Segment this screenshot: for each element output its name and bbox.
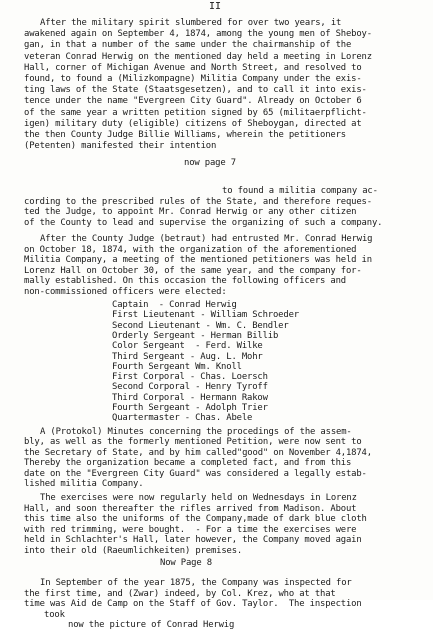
text-line: igen) military duty (eligible) citizens of Sheboygan, directed at <box>24 118 362 129</box>
officer-line: First Lieutenant - William Schroeder <box>112 310 299 321</box>
text-line: gan, in that a number of the same under the chairmanship of the <box>24 40 352 51</box>
text-line: Militia Company, a meeting of the mentioned petitioners was held in <box>24 255 372 266</box>
text-line: time was Aid de Camp on the Staff of Gov. Taylor. The inspection <box>24 599 362 610</box>
text-line: with red trimming, were bought. - For a time the exercises were <box>24 524 357 535</box>
text-line: to found a militia company ac- <box>222 186 378 196</box>
text-line: The exercises were now regularly held on Wednesdays in Lorenz <box>40 493 357 503</box>
officer-line: Captain - Conrad Herwig <box>112 300 237 310</box>
text-line: held in Schlachter's Hall, later however, the Company moved again <box>24 535 362 545</box>
text-line: lished militia Company. <box>24 479 144 489</box>
officer-line: Second Lieutenant - Wm. C. Bendler <box>112 320 289 331</box>
officer-line: Color Sergeant - Ferd. Wilke <box>112 341 263 352</box>
officer-line: Fourth Sergeant Wm. Knoll <box>112 361 242 372</box>
text-line: into their old (Raeumlichkeiten) premises. <box>24 545 243 556</box>
text-line: the then County Judge Billie Williams, wherein the petitioners <box>24 130 346 140</box>
text-line: of the same year a written petition signed by 65 (militaerpflicht- <box>24 107 367 118</box>
text-line: on October 18, 1874, with the organization of the aforementioned <box>24 244 357 255</box>
text-line: bly, as well as the formerly mentioned Petition, were now sent to <box>24 437 362 448</box>
cut-off-line: now the picture of Conrad Herwig <box>68 620 235 630</box>
text-line: date on the "Evergreen City Guard" was considered a legally estab- <box>24 468 367 479</box>
text-line: ted the Judge, to appoint Mr. Conrad Herwig or any other citizen <box>24 207 357 217</box>
text-line: After the County Judge (betraut) had entrusted Mr. Conrad Herwig <box>40 234 373 244</box>
text-line: the first time, and (Zwar) indeed, by Col. Krez, who at that <box>24 588 336 599</box>
officer-line: Third Sergeant - Aug. L. Mohr <box>112 351 263 362</box>
text-line: veteran Conrad Herwig on the mentioned day held a meeting in Lorenz <box>24 51 372 62</box>
text-line: mally established. On this occasion the following officers and <box>24 276 346 287</box>
text-line: In September of the year 1875, the Company was inspected for <box>40 578 352 588</box>
text-line: Thereby the organization became a completed fact, and from this <box>24 458 352 469</box>
text-line: Hall, and soon thereafter the rifles arrived from Madison. About <box>24 503 357 514</box>
page-number: II <box>208 1 222 12</box>
text-line: this time also the uniforms of the Company,made of dark blue cloth <box>24 514 367 524</box>
text-line: cording to the prescribed rules of the State, and therefore reques- <box>24 196 372 207</box>
officer-line: Orderly Sergeant - Herman Billib <box>112 330 279 341</box>
page-reference: Now Page 8 <box>160 558 212 568</box>
text-line: (Petenten) manifested their intention <box>24 141 217 152</box>
text-line: the Secretary of State, and by him called"good" on November 4,1874, <box>24 447 372 458</box>
text-line: of the County to lead and supervise the organizing of such a company. <box>24 217 383 228</box>
text-line: awakened again on September 4, 1874, among the young men of Sheboy- <box>24 29 372 40</box>
officer-line: Second Corporal - Henry Tyroff <box>112 382 268 393</box>
text-line: found, to found a (Milizkompagne) Militia Company under the exis- <box>24 74 362 84</box>
text-line: After the military spirit slumbered for over two years, it <box>40 18 342 28</box>
officer-line: Quartermaster - Chas. Abele <box>112 413 253 424</box>
text-line: A (Protokol) Minutes concerning the procedings of the assem- <box>40 427 352 437</box>
officer-line: Third Corporal - Hermann Rakow <box>112 392 268 403</box>
text-line: tence under the name "Evergreen City Guard". Already on October 6 <box>24 96 362 107</box>
text-line: non-commissioned officers were elected: <box>24 287 227 297</box>
text-line: took <box>44 609 65 620</box>
officer-line: First Corporal - Chas. Loersch <box>112 372 268 383</box>
officer-line: Fourth Sergeant - Adolph Trier <box>112 403 268 413</box>
text-line: Hall, corner of Michigan Avenue and North Street, and resolved to <box>24 62 362 73</box>
text-line: ting laws of the State (Staatsgesetzen), and to call it into exis- <box>24 85 367 96</box>
page-reference: now page 7 <box>184 158 236 168</box>
text-line: Lorenz Hall on October 30, of the same year, and the company for- <box>24 265 362 276</box>
